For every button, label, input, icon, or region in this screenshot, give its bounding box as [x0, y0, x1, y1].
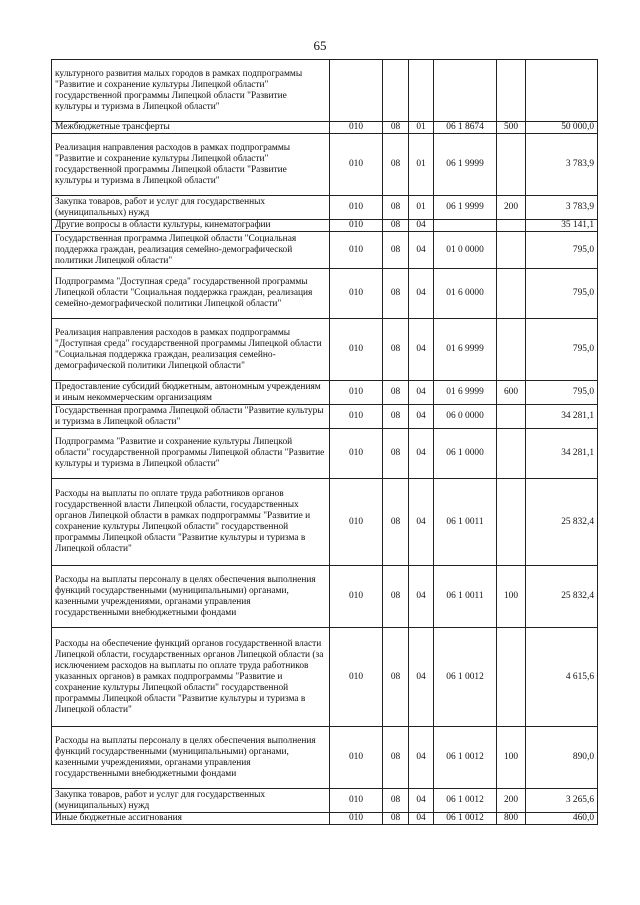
- row-glava-cell: 010: [330, 566, 383, 628]
- row-glava-cell: 010: [330, 196, 383, 220]
- table-row: [52, 813, 598, 825]
- row-podrazdel-cell: 04: [409, 269, 434, 319]
- row-vr-cell: [497, 220, 526, 232]
- row-name-cell: Подпрограмма "Доступная среда" государственной программы Липецкой области "Социальная поддержка граждан, реализация семейно-демографической политики Липецкой области": [52, 269, 330, 319]
- row-vr-cell: 200: [497, 789, 526, 813]
- row-glava-cell: 010: [330, 789, 383, 813]
- row-vr-cell: [497, 479, 526, 566]
- table-body: [52, 60, 598, 825]
- row-name-cell: Государственная программа Липецкой области "Развитие культуры и туризма в Липецкой области": [52, 405, 330, 429]
- row-sum-cell: [526, 60, 598, 122]
- table-row: [52, 134, 598, 196]
- row-glava-cell: 010: [330, 122, 383, 134]
- row-sum-cell: 3 265,6: [526, 789, 598, 813]
- row-csr-cell: 01 6 9999: [434, 381, 497, 405]
- table-row: [52, 628, 598, 727]
- row-name-cell: Расходы на выплаты персоналу в целях обеспечения выполнения функций государственными (муниципальными) органами, казенными учреждениями, органами управления государственными внебюджетными фондами: [52, 727, 330, 789]
- table-row: [52, 232, 598, 269]
- row-sum-cell: 795,0: [526, 269, 598, 319]
- row-vr-cell: [497, 628, 526, 727]
- row-razdel-cell: 08: [383, 381, 409, 405]
- row-vr-cell: [497, 60, 526, 122]
- row-sum-cell: 34 281,1: [526, 429, 598, 479]
- row-razdel-cell: 08: [383, 319, 409, 381]
- row-glava-cell: 010: [330, 319, 383, 381]
- row-sum-cell: 460,0: [526, 813, 598, 825]
- row-vr-cell: [497, 405, 526, 429]
- row-name-cell: Расходы на выплаты по оплате труда работников органов государственной власти Липецкой области, государственных органов Липецкой области в рамках подпрограммы "Развитие и сохранение культуры Липецкой области" государственной программы Липецкой области "Развитие культуры и туризма в Липецкой области": [52, 479, 330, 566]
- table-row: [52, 319, 598, 381]
- row-razdel-cell: 08: [383, 628, 409, 727]
- row-razdel-cell: 08: [383, 813, 409, 825]
- row-csr-cell: [434, 60, 497, 122]
- row-podrazdel-cell: 04: [409, 220, 434, 232]
- row-glava-cell: 010: [330, 405, 383, 429]
- row-podrazdel-cell: 04: [409, 628, 434, 727]
- table-row: [52, 566, 598, 628]
- row-csr-cell: 06 0 0000: [434, 405, 497, 429]
- row-podrazdel-cell: 04: [409, 566, 434, 628]
- row-sum-cell: 3 783,9: [526, 134, 598, 196]
- row-csr-cell: 06 1 9999: [434, 196, 497, 220]
- row-vr-cell: 200: [497, 196, 526, 220]
- row-glava-cell: 010: [330, 429, 383, 479]
- row-razdel-cell: 08: [383, 220, 409, 232]
- row-glava-cell: 010: [330, 479, 383, 566]
- row-name-cell: Реализация направления расходов в рамках подпрограммы "Доступная среда" государственной программы Липецкой области "Социальная поддержка граждан, реализация семейно-демографической политики Липецкой области": [52, 319, 330, 381]
- row-razdel-cell: 08: [383, 566, 409, 628]
- row-csr-cell: 06 1 0012: [434, 628, 497, 727]
- row-name-cell: Государственная программа Липецкой области "Социальная поддержка граждан, реализация семейно-демографической политики Липецкой области": [52, 232, 330, 269]
- row-sum-cell: 35 141,1: [526, 220, 598, 232]
- row-csr-cell: 01 0 0000: [434, 232, 497, 269]
- row-sum-cell: 4 615,6: [526, 628, 598, 727]
- budget-table: [51, 59, 598, 825]
- table-row: [52, 479, 598, 566]
- row-razdel-cell: 08: [383, 479, 409, 566]
- row-razdel-cell: 08: [383, 789, 409, 813]
- page-number: 65: [313, 38, 327, 53]
- table-row: [52, 727, 598, 789]
- row-razdel-cell: 08: [383, 196, 409, 220]
- table-row: [52, 60, 598, 122]
- row-csr-cell: 06 1 0011: [434, 566, 497, 628]
- row-podrazdel-cell: 04: [409, 232, 434, 269]
- row-podrazdel-cell: 01: [409, 122, 434, 134]
- row-sum-cell: 25 832,4: [526, 566, 598, 628]
- row-name-cell: Закупка товаров, работ и услуг для государственных (муниципальных) нужд: [52, 196, 330, 220]
- row-csr-cell: 06 1 0012: [434, 789, 497, 813]
- row-glava-cell: 010: [330, 381, 383, 405]
- row-name-cell: Подпрограмма "Развитие и сохранение культуры Липецкой области" государственной программы Липецкой области "Развитие культуры и туризма в Липецкой области": [52, 429, 330, 479]
- row-podrazdel-cell: 04: [409, 727, 434, 789]
- table-row: [52, 220, 598, 232]
- row-podrazdel-cell: 04: [409, 381, 434, 405]
- row-vr-cell: 800: [497, 813, 526, 825]
- row-glava-cell: 010: [330, 269, 383, 319]
- row-vr-cell: 500: [497, 122, 526, 134]
- row-razdel-cell: 08: [383, 429, 409, 479]
- row-vr-cell: 100: [497, 727, 526, 789]
- row-razdel-cell: 08: [383, 727, 409, 789]
- row-glava-cell: 010: [330, 727, 383, 789]
- row-vr-cell: [497, 232, 526, 269]
- row-glava-cell: [330, 60, 383, 122]
- row-name-cell: Другие вопросы в области культуры, кинематографии: [52, 220, 330, 232]
- row-vr-cell: [497, 429, 526, 479]
- row-podrazdel-cell: [409, 60, 434, 122]
- row-name-cell: культурного развития малых городов в рамках подпрограммы "Развитие и сохранение культуры Липецкой области" государственной программы Липецкой области "Развитие культуры и туризма в Липецкой области": [52, 60, 330, 122]
- table-row: [52, 196, 598, 220]
- row-csr-cell: 06 1 0012: [434, 727, 497, 789]
- row-sum-cell: 25 832,4: [526, 479, 598, 566]
- row-glava-cell: 010: [330, 813, 383, 825]
- row-podrazdel-cell: 04: [409, 813, 434, 825]
- table-row: [52, 269, 598, 319]
- row-razdel-cell: [383, 60, 409, 122]
- row-podrazdel-cell: 04: [409, 319, 434, 381]
- row-razdel-cell: 08: [383, 232, 409, 269]
- row-glava-cell: 010: [330, 134, 383, 196]
- row-podrazdel-cell: 04: [409, 405, 434, 429]
- row-sum-cell: 795,0: [526, 319, 598, 381]
- row-glava-cell: 010: [330, 232, 383, 269]
- table-row: [52, 381, 598, 405]
- row-sum-cell: 795,0: [526, 381, 598, 405]
- row-podrazdel-cell: 04: [409, 429, 434, 479]
- row-name-cell: Расходы на обеспечение функций органов государственной власти Липецкой области, государственных органов Липецкой области (за исключением расходов на выплаты по оплате труда работников указанных органов) в рамках подпрограммы "Развитие и сохранение культуры Липецкой области" государственной программы Липецкой области "Развитие культуры и туризма в Липецкой области": [52, 628, 330, 727]
- row-vr-cell: 100: [497, 566, 526, 628]
- row-csr-cell: 06 1 9999: [434, 134, 497, 196]
- row-csr-cell: 06 1 8674: [434, 122, 497, 134]
- row-sum-cell: 3 783,9: [526, 196, 598, 220]
- row-sum-cell: 795,0: [526, 232, 598, 269]
- row-vr-cell: 600: [497, 381, 526, 405]
- row-name-cell: Межбюджетные трансферты: [52, 122, 330, 134]
- row-glava-cell: 010: [330, 628, 383, 727]
- row-csr-cell: 01 6 9999: [434, 319, 497, 381]
- row-podrazdel-cell: 01: [409, 134, 434, 196]
- row-name-cell: Реализация направления расходов в рамках подпрограммы "Развитие и сохранение культуры Липецкой области" государственной программы Липецкой области "Развитие культуры и туризма в Липецкой области": [52, 134, 330, 196]
- row-podrazdel-cell: 04: [409, 789, 434, 813]
- row-sum-cell: 890,0: [526, 727, 598, 789]
- row-name-cell: Закупка товаров, работ и услуг для государственных (муниципальных) нужд: [52, 789, 330, 813]
- row-name-cell: Иные бюджетные ассигнования: [52, 813, 330, 825]
- row-name-cell: Предоставление субсидий бюджетным, автономным учреждениям и иным некоммерческим организациям: [52, 381, 330, 405]
- row-podrazdel-cell: 01: [409, 196, 434, 220]
- row-vr-cell: [497, 319, 526, 381]
- row-vr-cell: [497, 269, 526, 319]
- table-row: [52, 789, 598, 813]
- row-razdel-cell: 08: [383, 122, 409, 134]
- row-name-cell: Расходы на выплаты персоналу в целях обеспечения выполнения функций государственными (муниципальными) органами, казенными учреждениями, органами управления государственными внебюджетными фондами: [52, 566, 330, 628]
- row-sum-cell: 50 000,0: [526, 122, 598, 134]
- row-csr-cell: [434, 220, 497, 232]
- row-glava-cell: 010: [330, 220, 383, 232]
- row-podrazdel-cell: 04: [409, 479, 434, 566]
- row-razdel-cell: 08: [383, 269, 409, 319]
- row-csr-cell: 06 1 0012: [434, 813, 497, 825]
- table-row: [52, 122, 598, 134]
- row-csr-cell: 06 1 0000: [434, 429, 497, 479]
- row-razdel-cell: 08: [383, 405, 409, 429]
- row-csr-cell: 06 1 0011: [434, 479, 497, 566]
- row-vr-cell: [497, 134, 526, 196]
- table-row: [52, 429, 598, 479]
- row-razdel-cell: 08: [383, 134, 409, 196]
- table-row: [52, 405, 598, 429]
- row-sum-cell: 34 281,1: [526, 405, 598, 429]
- row-csr-cell: 01 6 0000: [434, 269, 497, 319]
